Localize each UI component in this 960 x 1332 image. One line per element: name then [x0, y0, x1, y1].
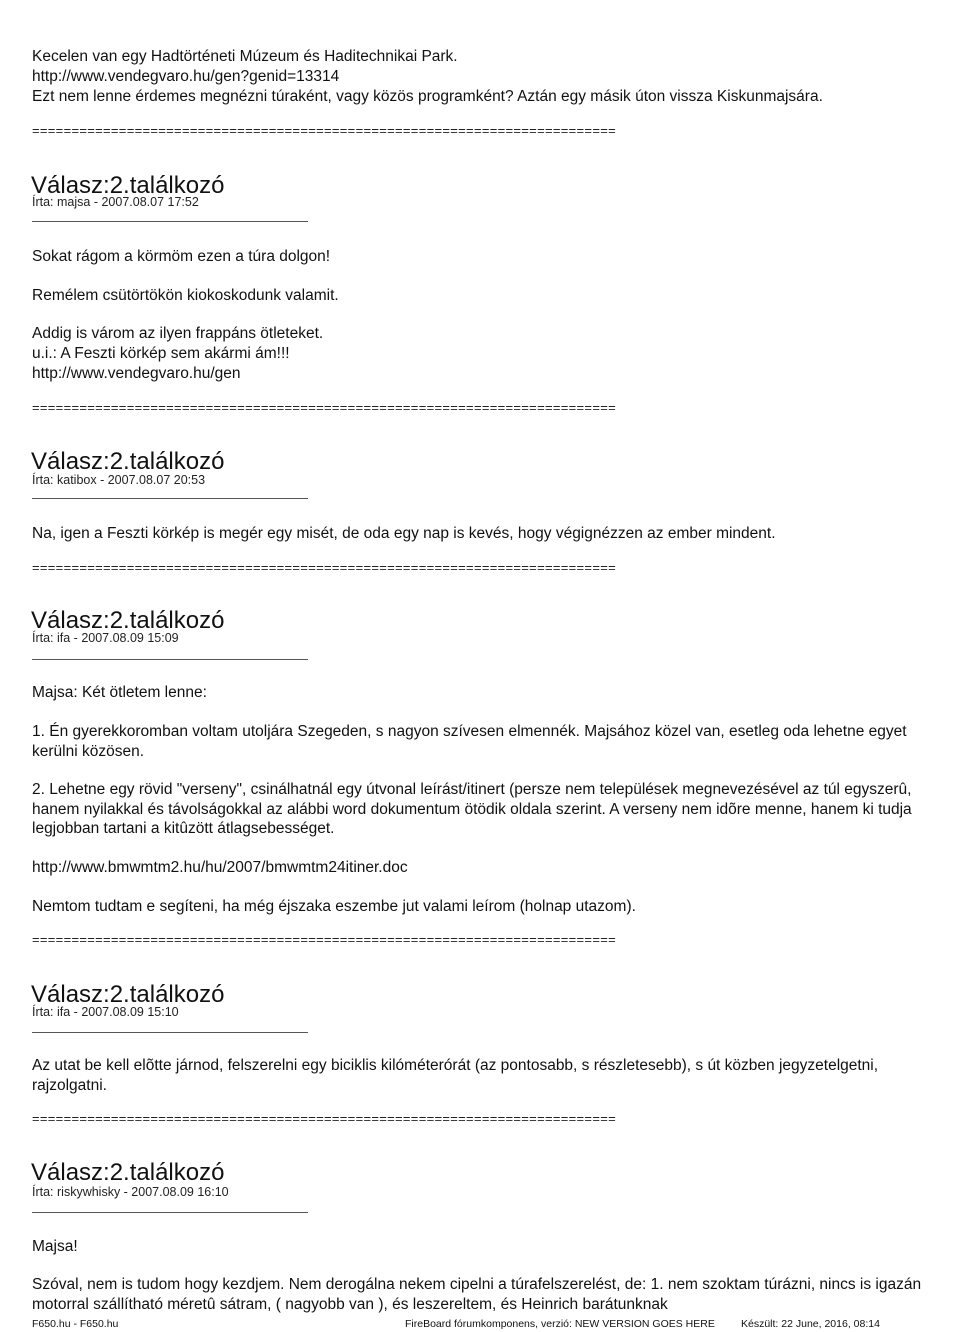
post-divider [32, 1212, 308, 1213]
post-paragraph: 1. Én gyerekkoromban voltam utoljára Szegeden, s nagyon szívesen elmennék. Majsához közel van, esetleg oda lehetne egyet kerülni közösen. [32, 723, 907, 760]
post-title: Válasz:2.találkozó [31, 981, 225, 1008]
intro-link[interactable]: http://www.vendegvaro.hu/gen?genid=13314 [32, 68, 340, 85]
separator: ========================================================================== [32, 932, 616, 947]
post-title: Válasz:2.találkozó [31, 448, 225, 475]
separator: ========================================================================== [32, 560, 616, 575]
footer-component: FireBoard fórumkomponens, verzió: NEW VERSION GOES HERE [405, 1318, 715, 1330]
separator: ========================================================================== [32, 400, 616, 415]
separator: ========================================================================== [32, 123, 616, 138]
post-divider [32, 659, 308, 660]
intro-line: Ezt nem lenne érdemes megnézni túraként, vagy közös programként? Aztán egy másik úton vissza Kiskunmajsára. [32, 88, 823, 105]
post-line: Nemtom tudtam e segíteni, ha még éjszaka eszembe jut valami leírom (holnap utazom). [32, 898, 636, 915]
post-divider [32, 221, 308, 222]
post-line: Sokat rágom a körmöm ezen a túra dolgon! [32, 248, 331, 265]
post-meta: Írta: katibox - 2007.08.07 20:53 [32, 473, 206, 487]
post-line: Remélem csütörtökön kiokoskodunk valamit. [32, 287, 339, 304]
separator: ========================================================================== [32, 1111, 616, 1126]
post-title: Válasz:2.találkozó [31, 1159, 225, 1186]
post-line: Majsa: Két ötletem lenne: [32, 684, 207, 701]
post-link[interactable]: http://www.vendegvaro.hu/gen [32, 365, 241, 382]
post-meta: Írta: majsa - 2007.08.07 17:52 [32, 195, 199, 209]
post-paragraph: Az utat be kell elõtte járnod, felszerelni egy biciklis kilóméterórát (az pontosabb, s részletesebb), s út közben jegyzetelgetni, rajzolgatni. [32, 1057, 879, 1094]
post-divider [32, 1032, 308, 1033]
post-divider [32, 498, 308, 499]
post-link[interactable]: http://www.bmwmtm2.hu/hu/2007/bmwmtm24itiner.doc [32, 859, 408, 876]
post-title: Válasz:2.találkozó [31, 172, 225, 199]
post-meta: Írta: riskywhisky - 2007.08.09 16:10 [32, 1185, 229, 1199]
post-meta: Írta: ifa - 2007.08.09 15:09 [32, 631, 179, 645]
post-line: u.i.: A Feszti körkép sem akármi ám!!! [32, 345, 290, 362]
post-line: Na, igen a Feszti körkép is megér egy misét, de oda egy nap is kevés, hogy végignézzen az ember mindent. [32, 525, 776, 542]
footer-site: F650.hu - F650.hu [32, 1318, 119, 1330]
intro-line: Kecelen van egy Hadtörténeti Múzeum és Haditechnikai Park. [32, 48, 458, 65]
post-paragraph: Szóval, nem is tudom hogy kezdjem. Nem derogálna nekem cipelni a túrafelszerelést, de: 1. nem szoktam túrázni, nincs is igazán motorral szállítható méretû sátram, ( nagyobb van ), és leszereltem, és Heinrich barátunknak [32, 1276, 922, 1313]
footer-generated: Készült: 22 June, 2016, 08:14 [741, 1318, 880, 1330]
post-paragraph: 2. Lehetne egy rövid "verseny", csinálhatnál egy útvonal leírást/itinert (persze nem települések megnevezésével az túl egyszerû, hanem nyilakkal és távolságokkal az alábbi word dokumentum ötödik oldala szerint. A verseny nem idõre menne, hanem ki tudja legjobban tartani a kitûzött átlagsebességet. [32, 781, 912, 837]
post-meta: Írta: ifa - 2007.08.09 15:10 [32, 1005, 179, 1019]
post-title: Válasz:2.találkozó [31, 607, 225, 634]
post-line: Majsa! [32, 1238, 78, 1255]
post-line: Addig is várom az ilyen frappáns ötleteket. [32, 325, 324, 342]
